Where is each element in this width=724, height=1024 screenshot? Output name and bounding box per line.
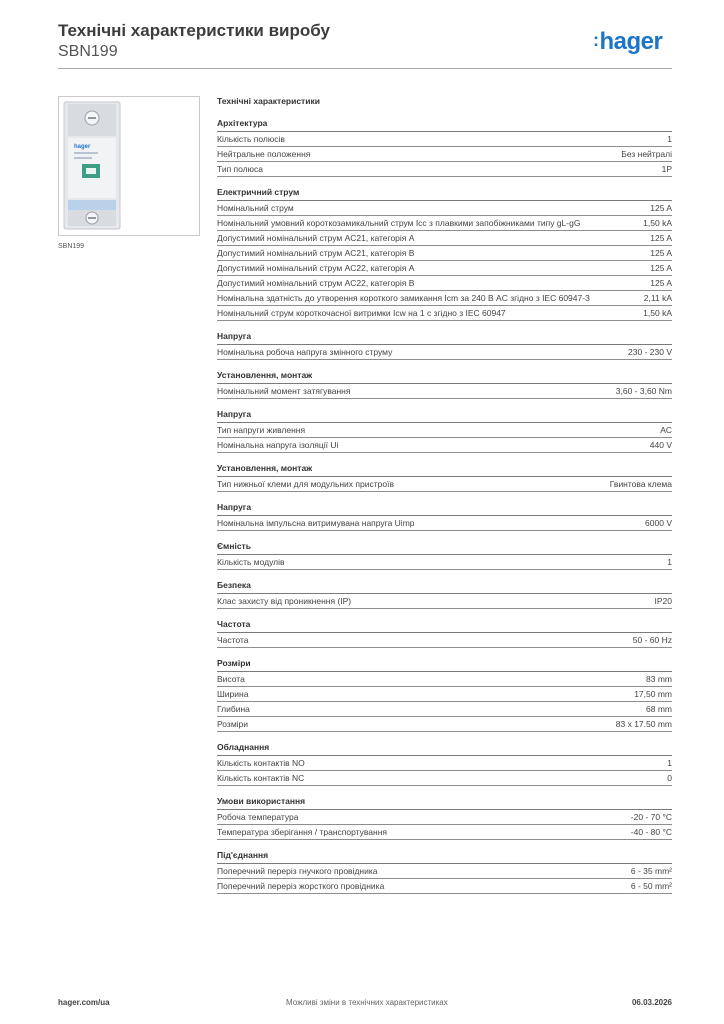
spec-label: Кількість модулів	[217, 557, 285, 567]
spec-label: Допустимий номінальний струм AC22, категорія B	[217, 278, 415, 288]
footer-disclaimer: Можливі зміни в технічних характеристиках	[286, 998, 448, 1007]
spec-label: Допустимий номінальний струм AC22, категорія A	[217, 263, 415, 273]
document-title: Технічні характеристики виробу	[58, 21, 330, 40]
spec-row	[217, 633, 672, 648]
spec-label: Номінальна імпульсна витримувана напруга Uimp	[217, 518, 415, 528]
section-title: Напруга	[217, 502, 672, 516]
spec-section	[217, 742, 672, 786]
spec-label: Робоча температура	[217, 812, 299, 822]
spec-row	[217, 216, 672, 231]
section-title: Установлення, монтаж	[217, 370, 672, 384]
spec-label: Номінальний струм	[217, 203, 294, 213]
section-title: Обладнання	[217, 742, 672, 756]
spec-value: 1	[667, 134, 672, 144]
document-subtitle: SBN199	[58, 43, 118, 60]
spec-value: 440 V	[649, 440, 672, 450]
spec-section	[217, 850, 672, 894]
spec-value: IP20	[654, 596, 672, 606]
product-image	[58, 96, 200, 236]
section-title: Архітектура	[217, 118, 672, 132]
spec-label: Номінальна здатність до утворення короткого замикання Icm за 240 В AC згідно з IEC 60947-3	[217, 293, 590, 303]
spec-sections	[217, 118, 672, 894]
spec-row	[217, 756, 672, 771]
spec-row	[217, 147, 672, 162]
breaker-brand-label: hager	[74, 144, 91, 150]
section-title: Ємність	[217, 541, 672, 555]
spec-row	[217, 879, 672, 894]
spec-label: Нейтральне положення	[217, 149, 311, 159]
spec-label: Частота	[217, 635, 249, 645]
spec-value: 0	[667, 773, 672, 783]
spec-row	[217, 771, 672, 786]
spec-row	[217, 672, 672, 687]
section-title: Під'єднання	[217, 850, 672, 864]
spec-row	[217, 810, 672, 825]
spec-label: Температура зберігання / транспортування	[217, 827, 388, 837]
spec-section	[217, 370, 672, 399]
spec-label: Поперечний переріз жорсткого провідника	[217, 881, 385, 891]
spec-row	[217, 687, 672, 702]
specifications-heading: Технічні характеристики	[217, 96, 320, 106]
hager-logo	[593, 28, 662, 56]
spec-value: Без нейтралі	[621, 149, 672, 159]
spec-label: Номінальна робоча напруга змінного струму	[217, 347, 393, 357]
spec-value: 83 x 17.50 mm	[615, 719, 672, 729]
spec-value: 6 - 50 mm²	[630, 881, 672, 891]
spec-value: 1P	[661, 164, 672, 174]
spec-row	[217, 477, 672, 492]
spec-section	[217, 409, 672, 453]
spec-section	[217, 619, 672, 648]
spec-row	[217, 345, 672, 360]
spec-row	[217, 201, 672, 216]
specifications	[217, 96, 672, 904]
section-title: Частота	[217, 619, 672, 633]
spec-label: Поперечний переріз гнучкого провідника	[217, 866, 378, 876]
spec-value: 1,50 kA	[643, 218, 672, 228]
spec-section	[217, 541, 672, 570]
spec-label: Допустимий номінальний струм AC21, категорія B	[217, 248, 415, 258]
spec-row	[217, 246, 672, 261]
spec-value: 6000 V	[645, 518, 672, 528]
header-divider	[58, 68, 672, 69]
spec-section	[217, 502, 672, 531]
document-header	[58, 20, 330, 62]
spec-row	[217, 825, 672, 840]
spec-label: Номінальний умовний короткозамикальний струм Icc з плавкими запобіжниками типу gL-gG	[217, 218, 581, 228]
spec-row	[217, 702, 672, 717]
spec-value: 50 - 60 Hz	[632, 635, 672, 645]
footer-date: 06.03.2026	[631, 998, 672, 1007]
spec-value: 6 - 35 mm²	[630, 866, 672, 876]
spec-label: Тип напруги живлення	[217, 425, 306, 435]
spec-label: Допустимий номінальний струм AC21, категорія A	[217, 233, 415, 243]
spec-label: Номінальний момент затягування	[217, 386, 351, 396]
spec-row	[217, 717, 672, 732]
footer-website: hager.com/ua	[58, 998, 110, 1007]
spec-section	[217, 580, 672, 609]
spec-label: Номінальна напруга ізоляції Ui	[217, 440, 339, 450]
section-title: Електричний струм	[217, 187, 672, 201]
spec-label: Кількість контактів NC	[217, 773, 305, 783]
spec-section	[217, 463, 672, 492]
spec-value: 1,50 kA	[643, 308, 672, 318]
spec-value: 2,11 kA	[643, 293, 672, 303]
spec-value: 68 mm	[646, 704, 672, 714]
spec-value: 230 - 230 V	[628, 347, 672, 357]
spec-row	[217, 276, 672, 291]
logo-text: hager	[599, 28, 663, 55]
logo-dots-icon: :	[593, 30, 599, 50]
spec-section	[217, 658, 672, 732]
spec-value: 83 mm	[646, 674, 672, 684]
spec-label: Глибина	[217, 704, 250, 714]
spec-section	[217, 796, 672, 840]
spec-value: 125 A	[650, 278, 672, 288]
spec-label: Кількість контактів NO	[217, 758, 305, 768]
spec-section	[217, 331, 672, 360]
spec-row	[217, 555, 672, 570]
spec-label: Висота	[217, 674, 245, 684]
section-title: Безпека	[217, 580, 672, 594]
spec-label: Розміри	[217, 719, 249, 729]
spec-value: 125 A	[650, 203, 672, 213]
spec-row	[217, 516, 672, 531]
spec-value: -20 - 70 °C	[630, 812, 672, 822]
spec-label: Кількість полюсів	[217, 134, 285, 144]
section-title: Умови використання	[217, 796, 672, 810]
spec-row	[217, 231, 672, 246]
spec-row	[217, 261, 672, 276]
spec-label: Номінальний струм короткочасної витримки Icw на 1 с згідно з IEC 60947	[217, 308, 506, 318]
spec-value: Гвинтова клема	[609, 479, 672, 489]
spec-value: 1	[667, 557, 672, 567]
spec-label: Тип полюса	[217, 164, 263, 174]
spec-value: 1	[667, 758, 672, 768]
spec-value: 125 A	[650, 248, 672, 258]
spec-value: -40 - 80 °C	[630, 827, 672, 837]
spec-row	[217, 384, 672, 399]
section-title: Напруга	[217, 331, 672, 345]
spec-section	[217, 187, 672, 321]
spec-value: AC	[660, 425, 672, 435]
spec-value: 125 A	[650, 233, 672, 243]
spec-row	[217, 438, 672, 453]
spec-section	[217, 118, 672, 177]
spec-value: 3,60 - 3,60 Nm	[615, 386, 672, 396]
spec-row	[217, 594, 672, 609]
spec-label: Ширина	[217, 689, 249, 699]
spec-value: 125 A	[650, 263, 672, 273]
circuit-breaker-icon	[62, 100, 122, 231]
spec-label: Клас захисту від проникнення (IP)	[217, 596, 352, 606]
section-title: Розміри	[217, 658, 672, 672]
spec-row	[217, 306, 672, 321]
spec-row	[217, 864, 672, 879]
section-title: Установлення, монтаж	[217, 463, 672, 477]
section-title: Напруга	[217, 409, 672, 423]
spec-label: Тип нижньої клеми для модульних пристроїв	[217, 479, 394, 489]
spec-row	[217, 291, 672, 306]
spec-value: 17,50 mm	[634, 689, 672, 699]
spec-row	[217, 423, 672, 438]
spec-row	[217, 162, 672, 177]
spec-row	[217, 132, 672, 147]
product-caption: SBN199	[58, 243, 85, 250]
